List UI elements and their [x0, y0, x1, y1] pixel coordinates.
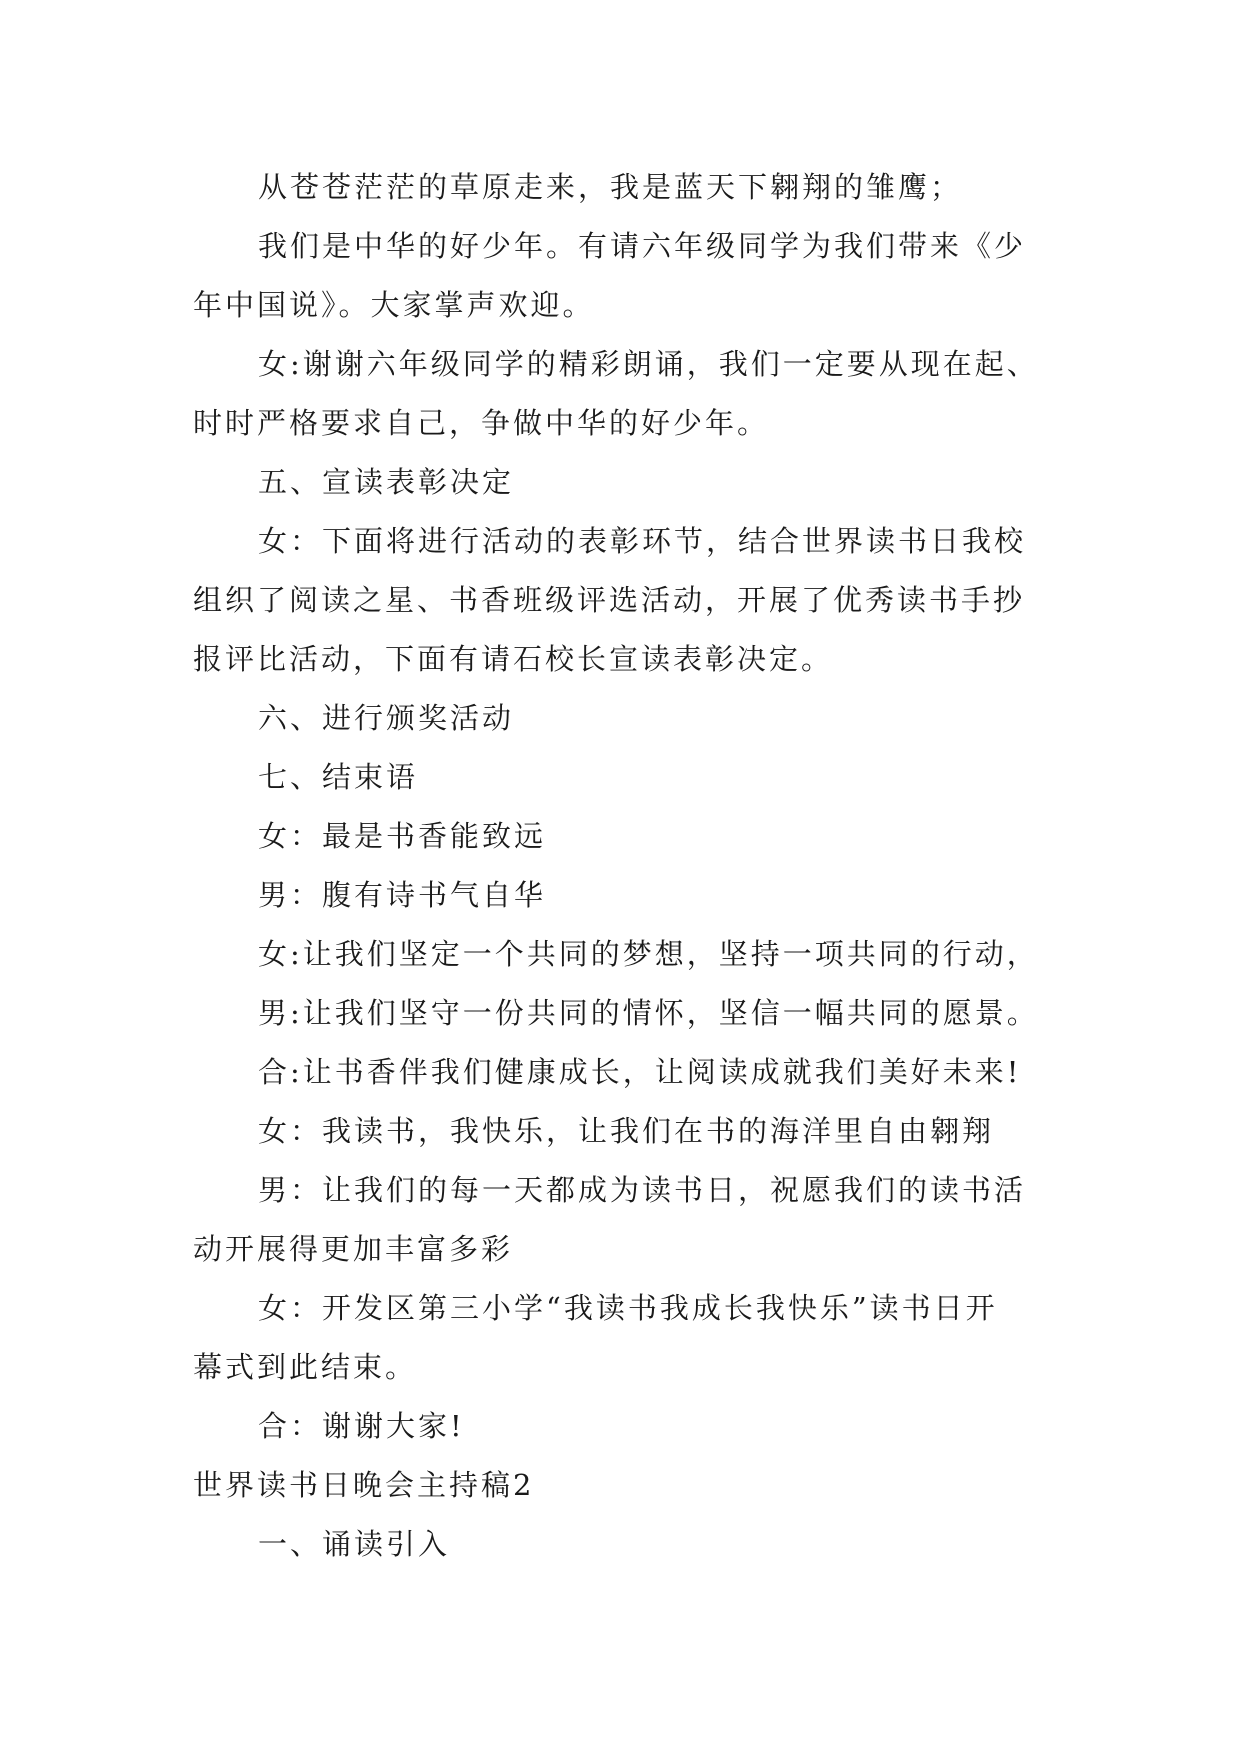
- text-line: 女：我读书，我快乐，让我们在书的海洋里自由翱翔: [258, 1114, 995, 1148]
- section-heading: 五、宣读表彰决定: [258, 465, 515, 499]
- text-line: 我们是中华的好少年。有请六年级同学为我们带来《少: [258, 229, 1027, 263]
- text-line: 合:让书香伴我们健康成长，让阅读成就我们美好未来!: [258, 1055, 1022, 1089]
- text-line: 男：让我们的每一天都成为读书日，祝愿我们的读书活: [258, 1173, 1027, 1207]
- text-line: 动开展得更加丰富多彩: [193, 1232, 514, 1266]
- text-line: 女：开发区第三小学“我读书我成长我快乐”读书日开: [258, 1291, 998, 1325]
- text-line: 组织了阅读之星、书香班级评选活动，开展了优秀读书手抄: [193, 583, 1026, 617]
- text-line: 男:让我们坚守一份共同的情怀，坚信一幅共同的愿景。: [258, 996, 1039, 1030]
- text-line: 女:谢谢六年级同学的精彩朗诵，我们一定要从现在起、: [258, 347, 1039, 381]
- text-line: 幕式到此结束。: [193, 1350, 418, 1384]
- text-line: 女：下面将进行活动的表彰环节，结合世界读书日我校: [258, 524, 1027, 558]
- text-line: 时时严格要求自己，争做中华的好少年。: [193, 406, 770, 440]
- text-line: 女：最是书香能致远: [258, 819, 547, 853]
- section-heading: 六、进行颁奖活动: [258, 701, 515, 735]
- text-line: 男：腹有诗书气自华: [258, 878, 547, 912]
- text-line: 从苍苍茫茫的草原走来，我是蓝天下翱翔的雏鹰；: [258, 170, 963, 204]
- document-title: 世界读书日晚会主持稿2: [193, 1468, 535, 1502]
- text-line: 报评比活动，下面有请石校长宣读表彰决定。: [193, 642, 834, 676]
- text-line: 合：谢谢大家!: [258, 1409, 465, 1443]
- text-line: 女:让我们坚定一个共同的梦想，坚持一项共同的行动，: [258, 937, 1039, 971]
- section-heading: 一、诵读引入: [258, 1527, 451, 1561]
- text-line: 年中国说》。大家掌声欢迎。: [193, 288, 595, 322]
- section-heading: 七、结束语: [258, 760, 419, 794]
